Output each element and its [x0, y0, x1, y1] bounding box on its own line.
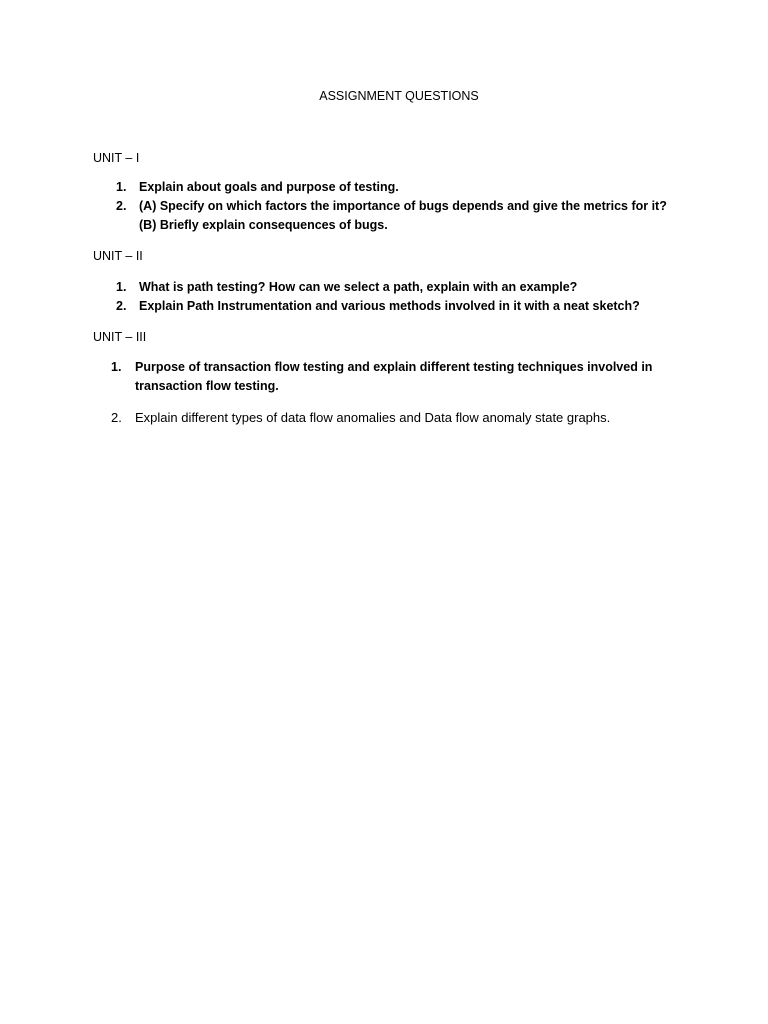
page-title: ASSIGNMENT QUESTIONS [319, 89, 479, 103]
question-number: 2. [116, 199, 127, 213]
question-text-line-1: Purpose of transaction flow testing and explain different testing techniques involved in [135, 360, 653, 374]
unit-heading-2: UNIT – II [93, 249, 143, 263]
question-text: Explain different types of data flow anomalies and Data flow anomaly state graphs. [135, 410, 611, 425]
question-text-line-1: (A) Specify on which factors the importance of bugs depends and give the metrics for it? [139, 199, 667, 213]
question-number: 1. [116, 280, 127, 294]
question-unit3-1 [111, 358, 671, 396]
question-unit2-1 [116, 278, 676, 297]
question-number: 1. [111, 360, 122, 374]
question-number: 2. [111, 410, 122, 425]
question-text: Explain about goals and purpose of testing. [139, 180, 399, 194]
question-number: 1. [116, 180, 127, 194]
unit-heading-1: UNIT – I [93, 151, 140, 165]
question-number: 2. [116, 299, 127, 313]
question-text: What is path testing? How can we select a path, explain with an example? [139, 280, 578, 294]
question-unit1-2 [116, 197, 676, 235]
question-unit3-2 [111, 408, 711, 427]
question-text-line-2: (B) Briefly explain consequences of bugs. [139, 218, 388, 232]
question-unit1-1 [116, 178, 676, 197]
question-text: Explain Path Instrumentation and various methods involved in it with a neat sketch? [139, 299, 640, 313]
question-text-line-2: transaction flow testing. [135, 379, 279, 393]
question-unit2-2 [116, 297, 676, 316]
unit-heading-3: UNIT – III [93, 330, 147, 344]
